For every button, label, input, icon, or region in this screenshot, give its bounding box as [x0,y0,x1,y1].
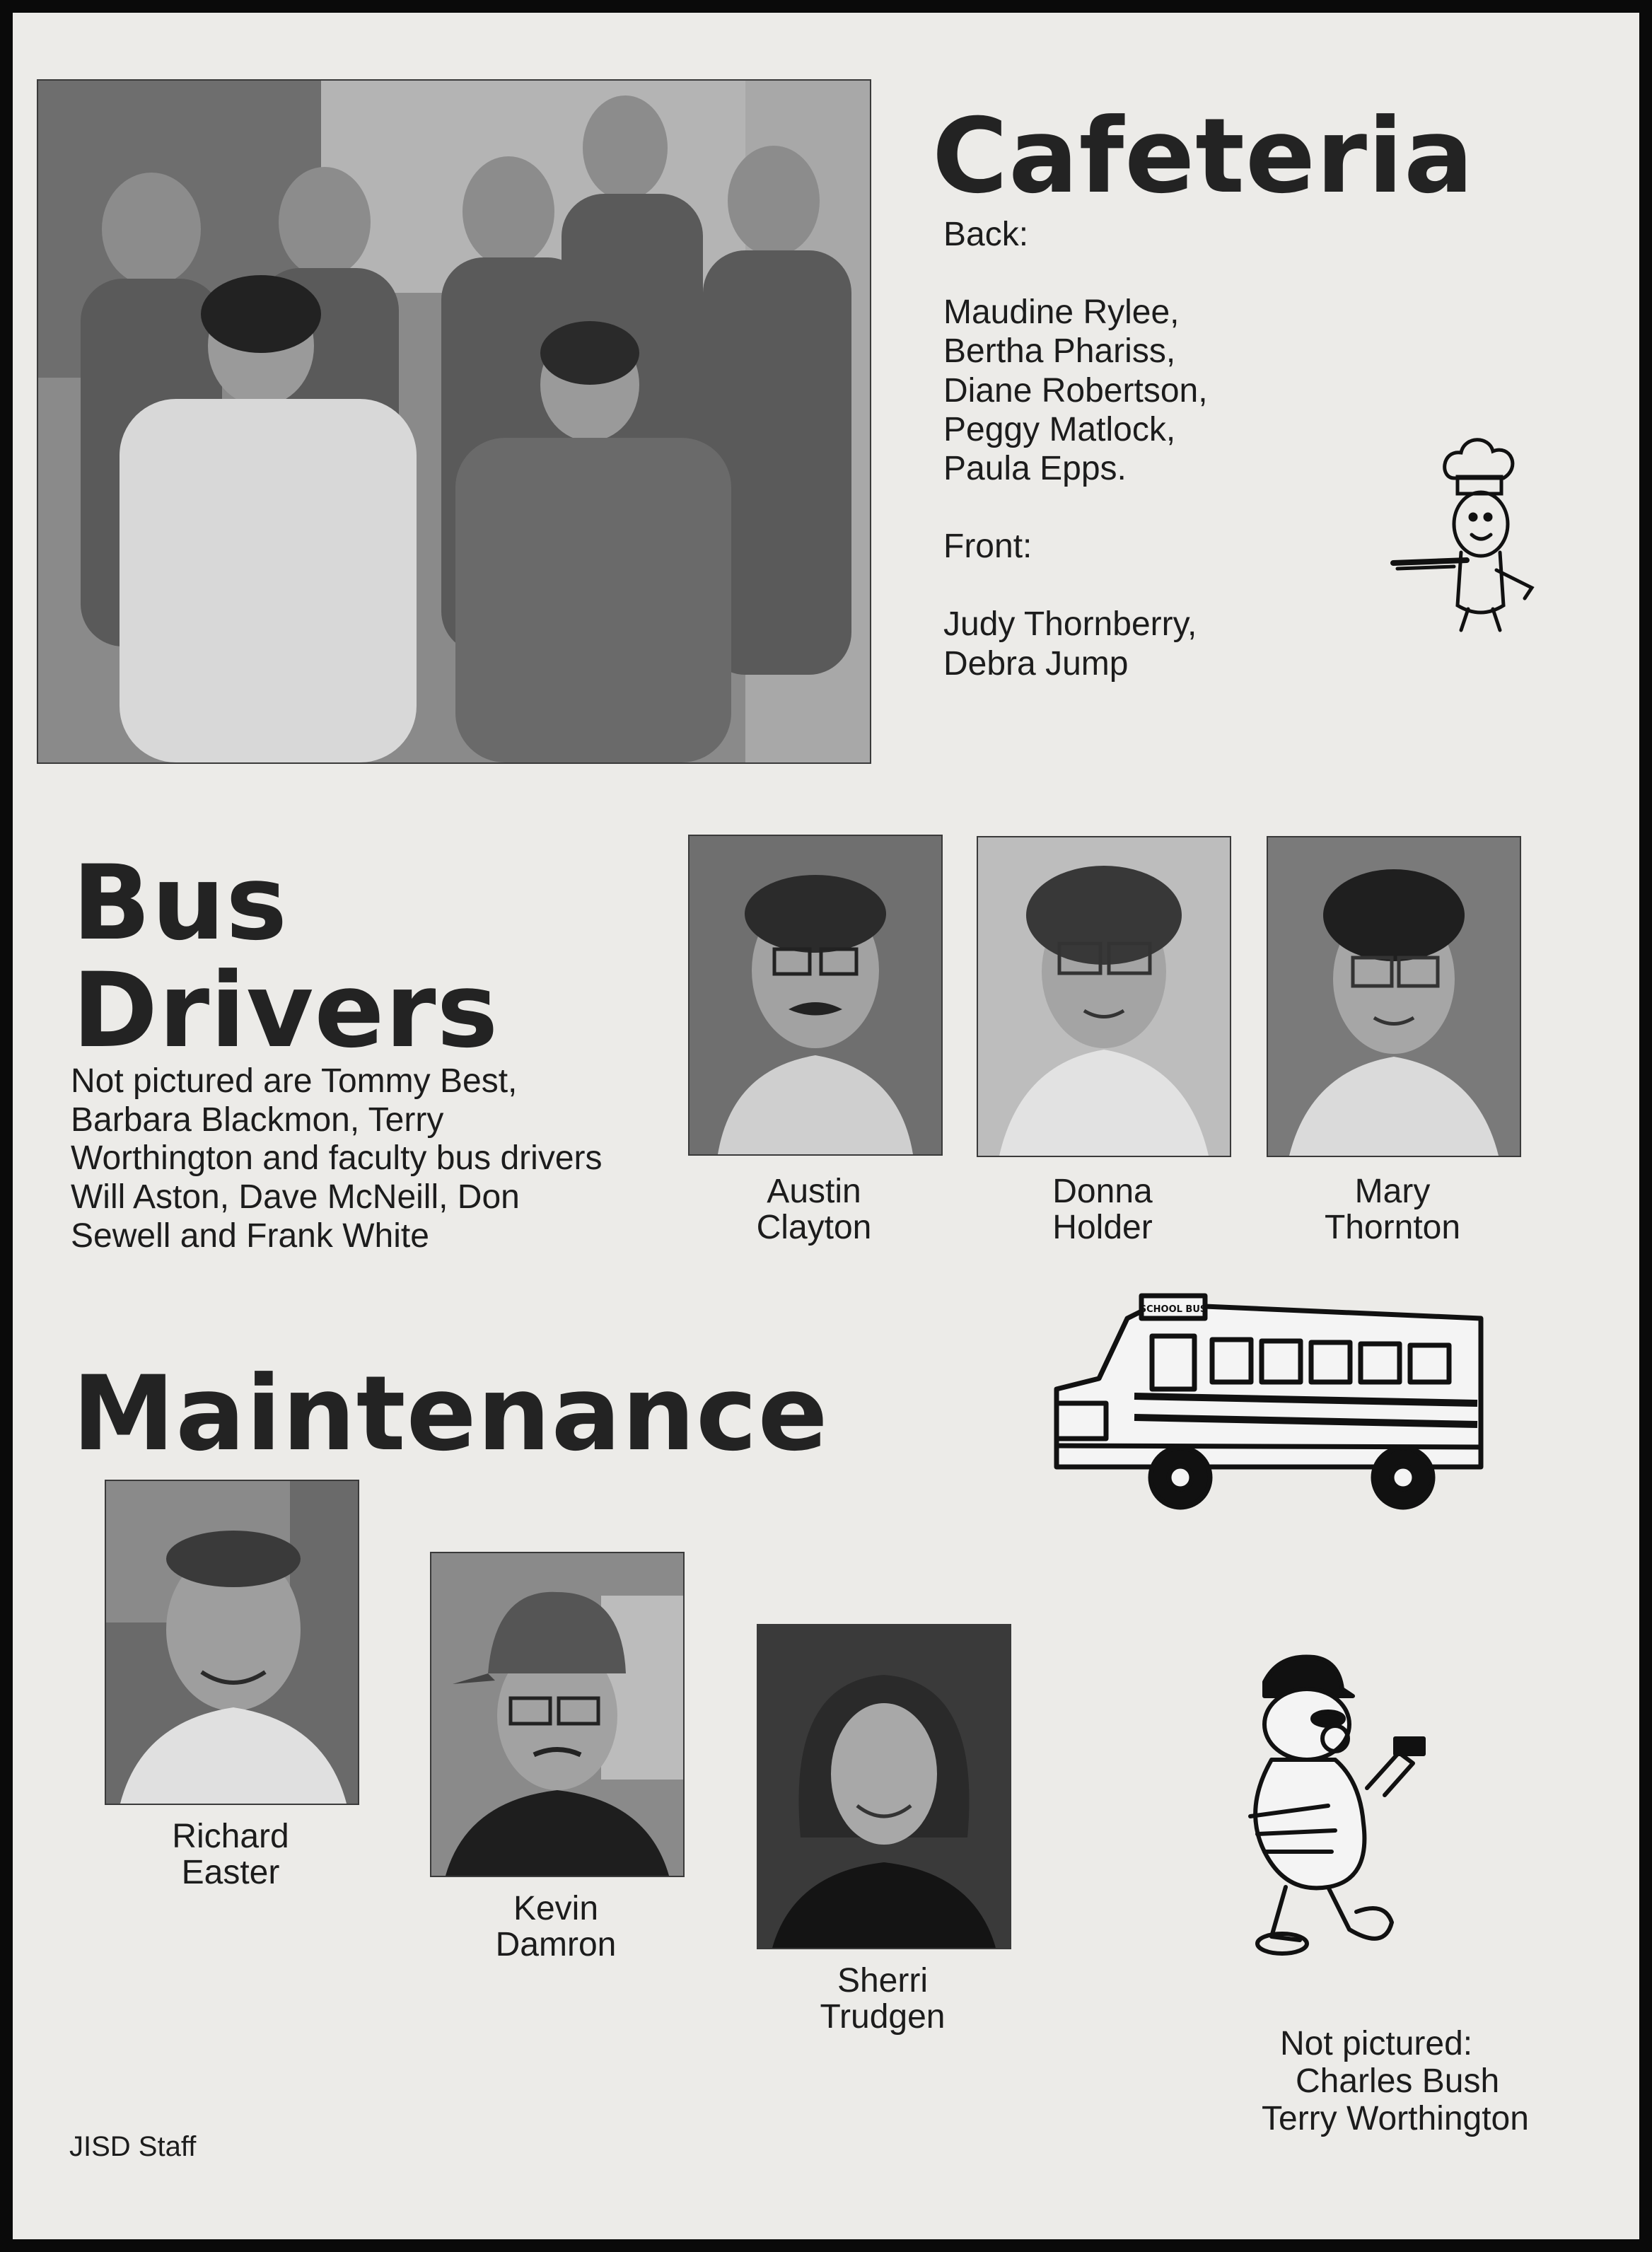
bus-drivers-note [71,1062,603,1256]
school-bus-clipart [1042,1290,1495,1531]
maintenance-not-pictured [1215,2026,1597,2137]
caption-mary-thornton [1267,1174,1518,1246]
caption-first-name: Sherri [837,1962,929,1999]
cafeteria-heading: Cafeteria [932,96,1474,216]
caption-last-name: Holder [1052,1208,1153,1246]
caption-kevin-damron [430,1891,682,1963]
note-line: Sewell and Frank White [71,1217,429,1255]
note-line: Worthington and faculty bus drivers [71,1139,603,1178]
front-row-name: Debra Jump [943,644,1129,683]
portrait-donna-holder [977,836,1231,1157]
portrait-austin-clayton [688,835,943,1156]
back-row-name: Bertha Phariss, [943,332,1176,371]
not-pictured-name: Charles Bush [1296,2062,1500,2100]
yearbook-page [13,13,1639,2239]
note-line: Will Aston, Dave McNeill, Don [71,1178,520,1217]
bus-drivers-heading-line2: Drivers [72,951,499,1071]
note-line: Barbara Blackmon, Terry [71,1101,444,1139]
caption-first-name: Donna [1052,1173,1153,1210]
bus-drivers-heading-line1: Bus [72,843,289,963]
portrait-kevin-damron [430,1552,685,1877]
caption-first-name: Austin [767,1173,861,1210]
maintenance-heading: Maintenance [72,1354,829,1474]
caption-first-name: Mary [1354,1173,1431,1210]
back-row-name: Paula Epps. [943,449,1127,487]
caption-last-name: Thornton [1324,1208,1461,1246]
caption-austin-clayton [688,1174,940,1246]
portrait-sherri-trudgen [757,1624,1011,1949]
back-row-name: Peggy Matlock, [943,410,1176,448]
handyman-clipart [1215,1639,1441,1965]
not-pictured-name: Terry Worthington [1262,2099,1529,2137]
chef-clipart [1390,429,1553,634]
caption-last-name: Easter [181,1853,280,1891]
front-row-name: Judy Thornberry, [943,605,1197,644]
note-line: Not pictured are Tommy Best, [71,1062,518,1100]
back-row-name: Maudine Rylee, [943,294,1180,332]
caption-richard-easter [105,1819,356,1891]
back-row-label: Back: [943,216,1029,253]
caption-first-name: Kevin [513,1890,599,1927]
portrait-richard-easter [105,1480,359,1805]
cafeteria-names [943,215,1208,683]
caption-first-name: Richard [172,1818,289,1855]
portrait-mary-thornton [1267,836,1521,1157]
bus-drivers-heading [72,843,499,1071]
back-row-name: Diane Robertson, [943,371,1208,410]
caption-sherri-trudgen [757,1963,1008,2036]
front-row-label: Front: [943,528,1032,566]
caption-donna-holder [977,1174,1228,1246]
caption-last-name: Clayton [756,1208,872,1246]
caption-last-name: Trudgen [820,1997,946,2036]
bus-sign-text: SCHOOL BUS [1139,1304,1207,1315]
cafeteria-group-photo [37,79,871,764]
footer-section-label: JISD Staff [69,2131,197,2162]
caption-last-name: Damron [495,1925,617,1963]
not-pictured-label: Not pictured: [1280,2025,1473,2062]
